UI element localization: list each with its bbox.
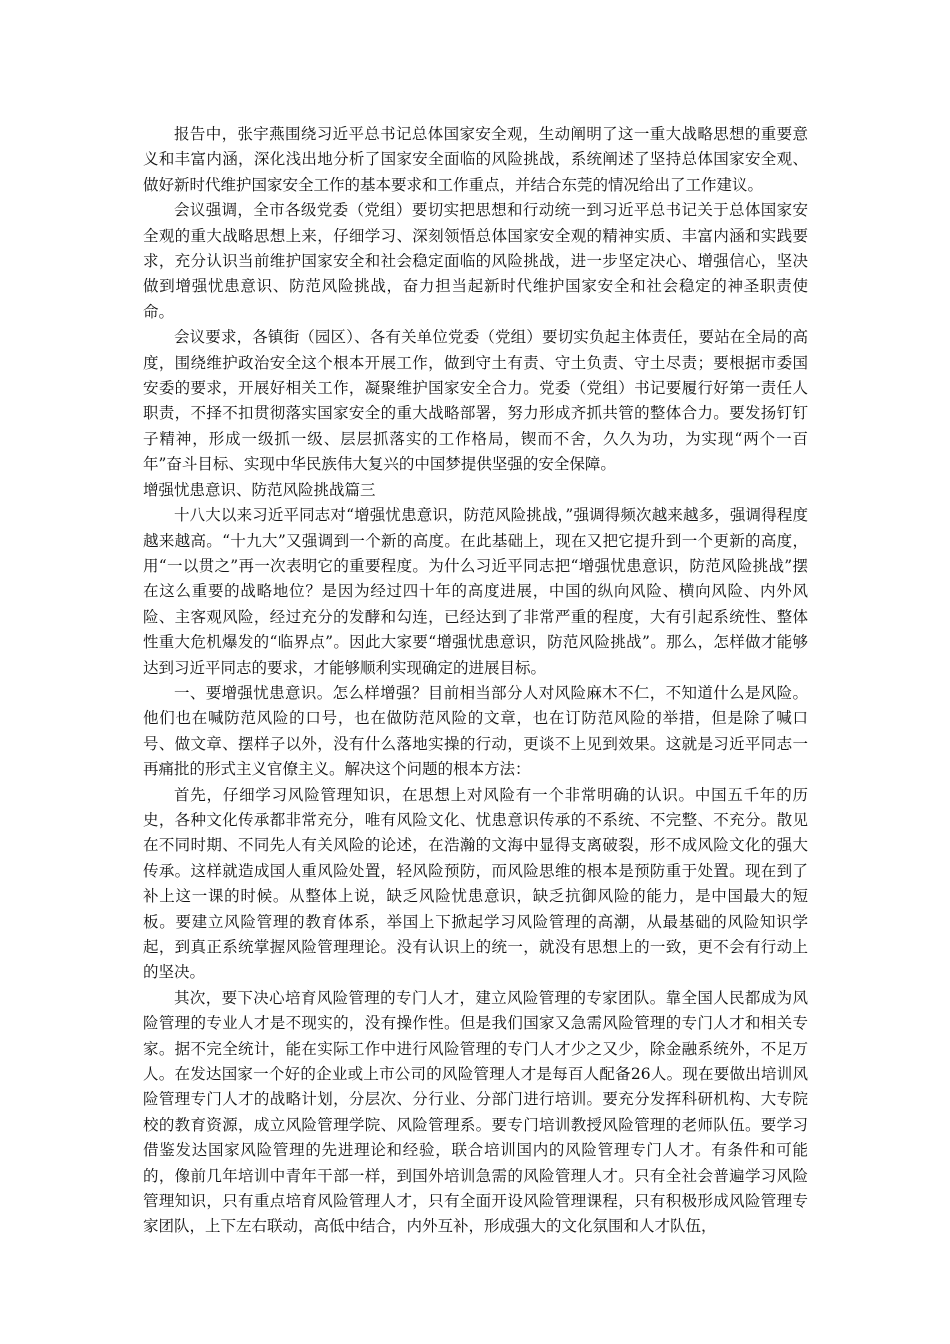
section-heading: 增强忧患意识、防范风险挑战篇三: [143, 480, 376, 499]
body-paragraph: 其次，要下决心培育风险管理的专门人才，建立风险管理的专家团队。靠全国人民都成为风险管理的专业人才是不现实的，没有操作性。但是我们国家又急需风险管理的专门人才和相关专家。据不完全统计，能在实际工作中进行风险管理的专门人才少之又少，除金融系统外，不足万人。在发达国家一个好的企业或上市公司的风险管理人才是每百人配备26人。现在要做出培训风险管理专门人才的战略计划，分层次、分行业、分部门进行培训。要充分发挥科研机构、大专院校的教育资源，成立风险管理学院、风险管理系。要专门培训教授风险管理的老师队伍。要学习借鉴发达国家风险管理的先进理论和经验，联合培训国内的风险管理专门人才。有条件和可能的，像前几年培训中青年干部一样，到国外培训急需的风险管理人才。只有全社会普遍学习风险管理知识，只有重点培育风险管理人才，只有全面开设风险管理课程，只有积极形成风险管理专家团队，上下左右联动，高低中结合，内外互补，形成强大的文化氛围和人才队伍，: [143, 988, 808, 1236]
body-paragraph: 会议要求，各镇街（园区）、各有关单位党委（党组）要切实负起主体责任，要站在全局的高度，围绕维护政治安全这个根本开展工作，做到守土有责、守土负责、守土尽责；要根据市委国安委的要求，开展好相关工作，凝聚维护国家安全合力。党委（党组）书记要履行好第一责任人职责，不择不扣贯彻落实国家安全的重大战略部署，努力形成齐抓共管的整体合力。要发扬钉钉子精神，形成一级抓一级、层层抓落实的工作格局，锲而不舍，久久为功，为实现“两个一百年”奋斗目标、实现中华民族伟大复兴的中国梦提供坚强的安全保障。: [143, 328, 808, 474]
body-paragraph: 报告中，张宇燕围绕习近平总书记总体国家安全观，生动阐明了这一重大战略思想的重要意义和丰富内涵，深化浅出地分析了国家安全面临的风险挑战，系统阐述了坚持总体国家安全观、做好新时代维护国家安全工作的基本要求和工作重点，并结合东莞的情况给出了工作建议。: [143, 125, 808, 194]
body-paragraph: 会议强调，全市各级党委（党组）要切实把思想和行动统一到习近平总书记关于总体国家安全观的重大战略思想上来，仔细学习、深刻领悟总体国家安全观的精神实质、丰富内涵和实践要求，充分认识当前维护国家安全和社会稳定面临的风险挑战，进一步坚定决心、增强信心，坚决做到增强忧患意识、防范风险挑战，奋力担当起新时代维护国家安全和社会稳定的神圣职责使命。: [143, 201, 808, 321]
document-page: [143, 122, 808, 1240]
body-paragraph: 十八大以来习近平同志对“增强忧患意识，防范风险挑战，”强调得频次越来越多，强调得程度越来越高。“十九大”又强调到一个新的高度。在此基础上，现在又把它提升到一个更新的高度，用“一以贯之”再一次表明它的重要程度。为什么习近平同志把“增强忧患意识，防范风险挑战”摆在这么重要的战略地位？是因为经过四十年的高度进展，中国的纵向风险、横向风险、内外风险、主客观风险，经过充分的发酵和勾连，已经达到了非常严重的程度，大有引起系统性、整体性重大危机爆发的“临界点”。因此大家要“增强忧患意识，防范风险挑战”。那么，怎样做才能够达到习近平同志的要求，才能够顺利实现确定的进展目标。: [143, 506, 808, 677]
body-paragraph: 首先，仔细学习风险管理知识，在思想上对风险有一个非常明确的认识。中国五千年的历史，各种文化传承都非常充分，唯有风险文化、忧患意识传承的不系统、不完整、不充分。散见在不同时期、不同先人有关风险的论述，在浩瀚的文海中显得支离破裂，形不成风险文化的强大传承。这样就造成国人重风险处置，轻风险预防，而风险思维的根本是预防重于处置。现在到了补上这一课的时候。从整体上说，缺乏风险忧患意识，缺乏抗御风险的能力，是中国最大的短板。要建立风险管理的教育体系，举国上下掀起学习风险管理的高潮，从最基础的风险知识学起，到真正系统掌握风险管理理论。没有认识上的统一，就没有思想上的一致，更不会有行动上的坚决。: [143, 785, 808, 982]
body-paragraph: 一、要增强忧患意识。怎么样增强？目前相当部分人对风险麻木不仁，不知道什么是风险。他们也在喊防范风险的口号，也在做防范风险的文章，也在订防范风险的举措，但是除了喊口号、做文章、摆样子以外，没有什么落地实操的行动，更谈不上见到效果。这就是习近平同志一再痛批的形式主义官僚主义。解决这个问题的根本方法：: [143, 683, 808, 779]
